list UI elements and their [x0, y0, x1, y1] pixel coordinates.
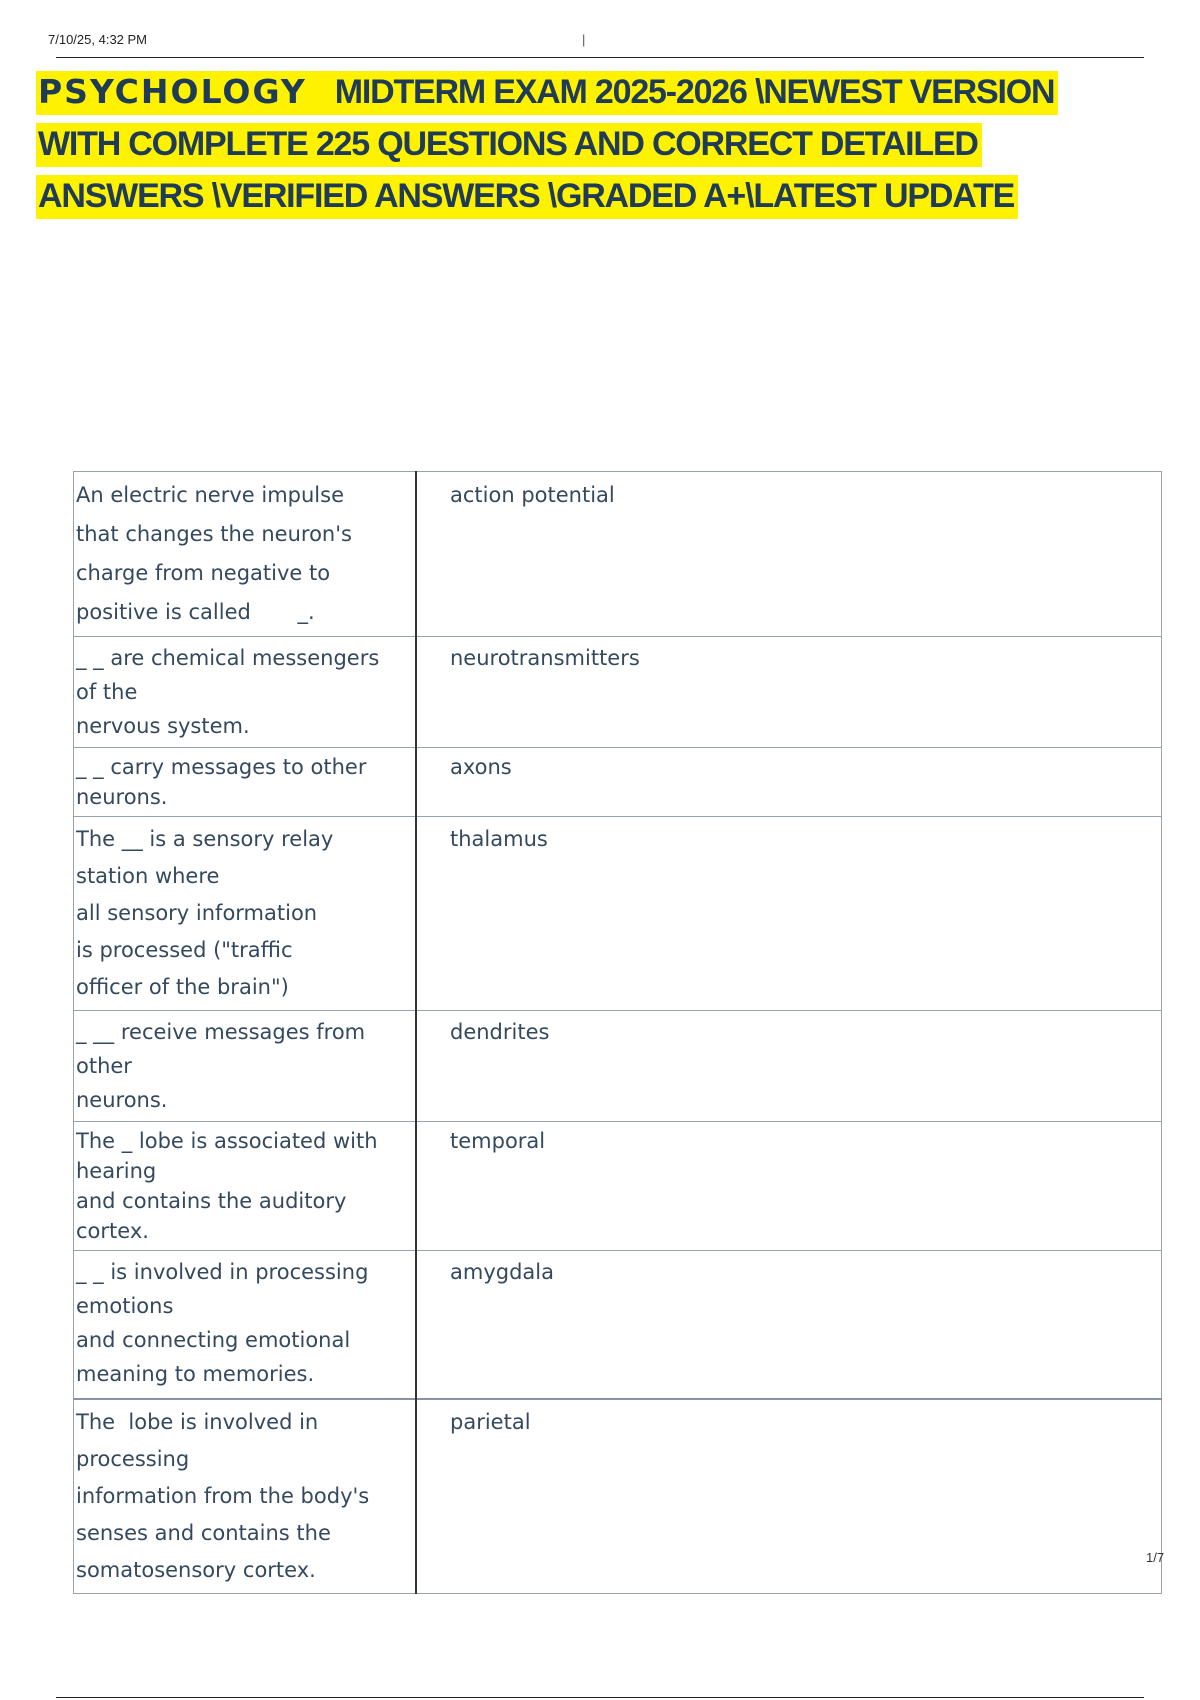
footer-rule — [56, 1697, 1144, 1698]
answer-cell: action potential — [416, 472, 1162, 637]
question-line: neurons. — [76, 785, 168, 809]
header-rule — [56, 57, 1144, 58]
question-line: _ _ are chemical messengers — [76, 646, 380, 670]
question-line: positive is called _. — [76, 600, 315, 624]
table-row — [74, 637, 1162, 748]
table-row — [74, 1399, 1162, 1594]
question-cell — [74, 1011, 417, 1122]
question-line: other — [76, 1054, 132, 1078]
question-line: neurons. — [76, 1088, 168, 1112]
answer-cell: parietal — [416, 1399, 1162, 1594]
question-line: The __ is a sensory relay — [76, 827, 334, 851]
question-line: of the — [76, 680, 138, 704]
table-row — [74, 472, 1162, 637]
question-line: _ _ is involved in processing — [76, 1260, 369, 1284]
answer-cell: temporal — [416, 1122, 1162, 1251]
question-line: is processed ("traffic — [76, 938, 293, 962]
table-row — [74, 1251, 1162, 1400]
question-line: information from the body's — [76, 1484, 370, 1508]
print-header — [48, 28, 1144, 56]
question-cell — [74, 637, 417, 748]
question-cell — [74, 1122, 417, 1251]
question-line: hearing — [76, 1159, 157, 1183]
question-cell — [74, 748, 417, 817]
print-center-mark: | — [582, 32, 586, 47]
question-line: nervous system. — [76, 714, 250, 738]
question-line: The lobe is involved in — [76, 1410, 319, 1434]
question-line: _ __ receive messages from — [76, 1020, 366, 1044]
question-line: all sensory information — [76, 901, 318, 925]
question-line: and connecting emotional — [76, 1328, 351, 1352]
question-line: charge from negative to — [76, 561, 331, 585]
question-line: officer of the brain") — [76, 975, 289, 999]
question-cell — [74, 1251, 417, 1400]
question-line: cortex. — [76, 1219, 149, 1243]
question-cell — [74, 817, 417, 1011]
question-cell — [74, 1399, 417, 1594]
answer-cell: amygdala — [416, 1251, 1162, 1400]
question-line: emotions — [76, 1294, 174, 1318]
print-datetime: 7/10/25, 4:32 PM — [48, 32, 148, 47]
document-title — [36, 66, 1136, 222]
question-line: and contains the auditory — [76, 1189, 347, 1213]
question-line: that changes the neuron's — [76, 522, 352, 546]
title-part-2: MIDTERM EXAM 2025-2026 \NEWEST VERSION WITH COMPLETE 225 QUESTIONS AND CORRECT DETAILED ANSWERS \VERIFIED ANSWERS \GRADED A+\LATEST UPDATE — [38, 73, 1055, 215]
question-cell — [74, 472, 417, 637]
question-line: senses and contains the — [76, 1521, 331, 1545]
question-line: meaning to memories. — [76, 1362, 315, 1386]
question-line: An electric nerve impulse — [76, 483, 345, 507]
table-row — [74, 1011, 1162, 1122]
question-line: The _ lobe is associated with — [76, 1129, 378, 1153]
title-part-1: PSYCHOLOGY — [38, 72, 307, 111]
question-line: station where — [76, 864, 220, 888]
table-row — [74, 748, 1162, 817]
answer-cell: neurotransmitters — [416, 637, 1162, 748]
qa-table — [73, 471, 1165, 1594]
table-row — [74, 1122, 1162, 1251]
answer-cell: axons — [416, 748, 1162, 817]
answer-cell: thalamus — [416, 817, 1162, 1011]
question-line: somatosensory cortex. — [76, 1558, 316, 1582]
table-row — [74, 817, 1162, 1011]
answer-cell: dendrites — [416, 1011, 1162, 1122]
question-line: _ _ carry messages to other — [76, 755, 367, 779]
page-number: 1/7 — [1146, 1550, 1165, 1565]
question-line: processing — [76, 1447, 190, 1471]
